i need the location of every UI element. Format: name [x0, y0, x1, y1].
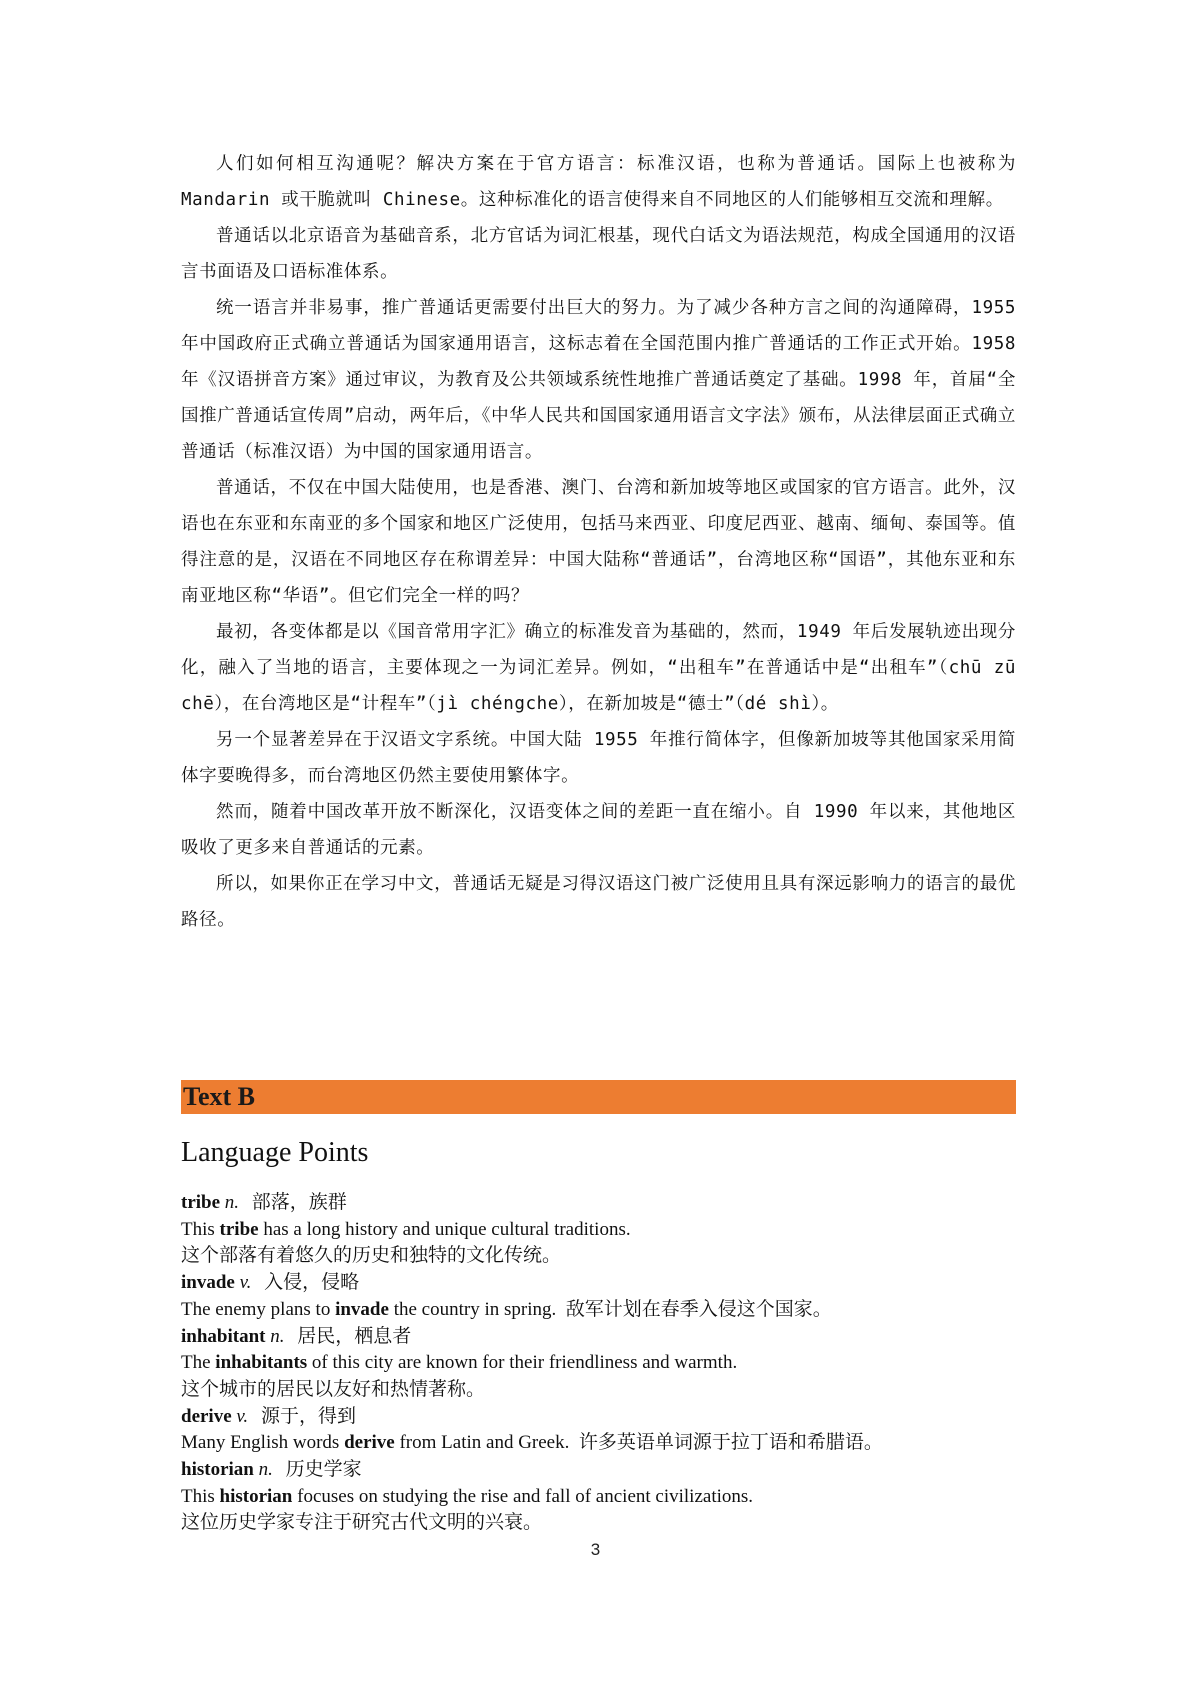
- vocab-term: inhabitant: [181, 1325, 266, 1347]
- vocab-entry: [181, 1324, 1016, 1351]
- vocab-entry: [181, 1270, 1016, 1297]
- part-of-speech: n.: [224, 1192, 240, 1213]
- paragraph: 普通话以北京语音为基础音系，北方官话为词汇根基，现代白话文为语法规范，构成全国通用的汉语言书面语及口语标准体系。: [181, 226, 1016, 282]
- example-translation: 这个城市的居民以友好和热情著称。: [181, 1378, 486, 1400]
- vocab-term: invade: [181, 1272, 235, 1294]
- paragraph: 然而，随着中国改革开放不断深化，汉语变体之间的差距一直在缩小。自 1990 年以来，其他地区吸收了更多来自普通话的元素。: [181, 802, 1016, 858]
- paragraph: 统一语言并非易事，推广普通话更需要付出巨大的努力。为了减少各种方言之间的沟通障碍，1955 年中国政府正式确立普通话为国家通用语言，这标志着在全国范围内推广普通话的工作正式开始。1958 年《汉语拼音方案》通过审议，为教育及公共领域系统性地推广普通话奠定了基础。1998 年，首届“全国推广普通话宣传周”启动，两年后，《中华人民共和国国家通用语言文字法》颁布，从法律层面正式确立普通话（标准汉语）为中国的国家通用语言。: [181, 298, 1016, 462]
- section-title: Text B: [183, 1082, 255, 1111]
- language-points-heading: Language Points: [181, 1137, 369, 1168]
- example-sentence: The enemy plans to invade the country in spring. 敌军计划在春季入侵这个国家。: [181, 1298, 832, 1320]
- example-translation: 敌军计划在春季入侵这个国家。: [565, 1298, 832, 1320]
- vocab-term: derive: [181, 1405, 232, 1427]
- vocabulary-list: [181, 1190, 1016, 1537]
- paragraph: 普通话，不仅在中国大陆使用，也是香港、澳门、台湾和新加坡等地区或国家的官方语言。此外，汉语也在东亚和东南亚的多个国家和地区广泛使用，包括马来西亚、印度尼西亚、越南、缅甸、泰国等。值得注意的是，汉语在不同地区存在称谓差异：中国大陆称“普通话”，台湾地区称“国语”，其他东亚和东南亚地区称“华语”。但它们完全一样的吗？: [181, 478, 1016, 606]
- vocab-meaning: 入侵，侵略: [264, 1272, 360, 1294]
- vocab-term: historian: [181, 1459, 254, 1481]
- part-of-speech: n.: [270, 1325, 285, 1347]
- vocab-term: tribe: [181, 1192, 221, 1213]
- example-translation: 这个部落有着悠久的历史和独特的文化传统。: [181, 1245, 562, 1267]
- paragraph: 所以，如果你正在学习中文，普通话无疑是习得汉语这门被广泛使用且具有深远影响力的语言的最优路径。: [181, 874, 1016, 930]
- page-number: 3: [590, 1540, 601, 1559]
- vocab-meaning: 居民，栖息者: [297, 1325, 412, 1347]
- part-of-speech: v.: [236, 1405, 249, 1427]
- paragraph: 另一个显著差异在于汉语文字系统。中国大陆 1955 年推行简体字，但像新加坡等其他国家采用简体字要晚得多，而台湾地区仍然主要使用繁体字。: [181, 730, 1016, 786]
- vocab-entry: [181, 1457, 1016, 1484]
- vocab-entry: [181, 1190, 1016, 1217]
- part-of-speech: n.: [258, 1459, 273, 1481]
- example-sentence: This historian focuses on studying the rise and fall of ancient civilizations.: [181, 1485, 754, 1507]
- section-header-bar: [181, 1080, 1016, 1114]
- vocab-meaning: 部落，族群: [251, 1192, 347, 1213]
- example-translation: 这位历史学家专注于研究古代文明的兴衰。: [181, 1512, 543, 1534]
- part-of-speech: v.: [239, 1272, 252, 1294]
- paragraph: 最初，各变体都是以《国音常用字汇》确立的标准发音为基础的，然而，1949 年后发展轨迹出现分化，融入了当地的语言，主要体现之一为词汇差异。例如，“出租车”在普通话中是“出租车”（chū zū chē），在台湾地区是“计程车”（jì chéngche），在新加坡是“德士”（dé shì）。: [181, 622, 1016, 714]
- paragraph: 人们如何相互沟通呢？解决方案在于官方语言：标准汉语，也称为普通话。国际上也被称为 Mandarin 或干脆就叫 Chinese。这种标准化的语言使得来自不同地区的人们能够相互交流和理解。: [181, 154, 1016, 210]
- vocab-entry: [181, 1404, 1016, 1431]
- example-sentence: The inhabitants of this city are known for their friendliness and warmth.: [181, 1352, 738, 1374]
- example-sentence: Many English words derive from Latin and Greek. 许多英语单词源于拉丁语和希腊语。: [181, 1432, 883, 1454]
- example-translation: 许多英语单词源于拉丁语和希腊语。: [578, 1432, 883, 1454]
- vocab-meaning: 源于，得到: [260, 1405, 356, 1427]
- example-sentence: This tribe has a long history and unique cultural traditions.: [181, 1218, 631, 1240]
- article-body: [181, 146, 1016, 938]
- vocab-meaning: 历史学家: [285, 1459, 362, 1481]
